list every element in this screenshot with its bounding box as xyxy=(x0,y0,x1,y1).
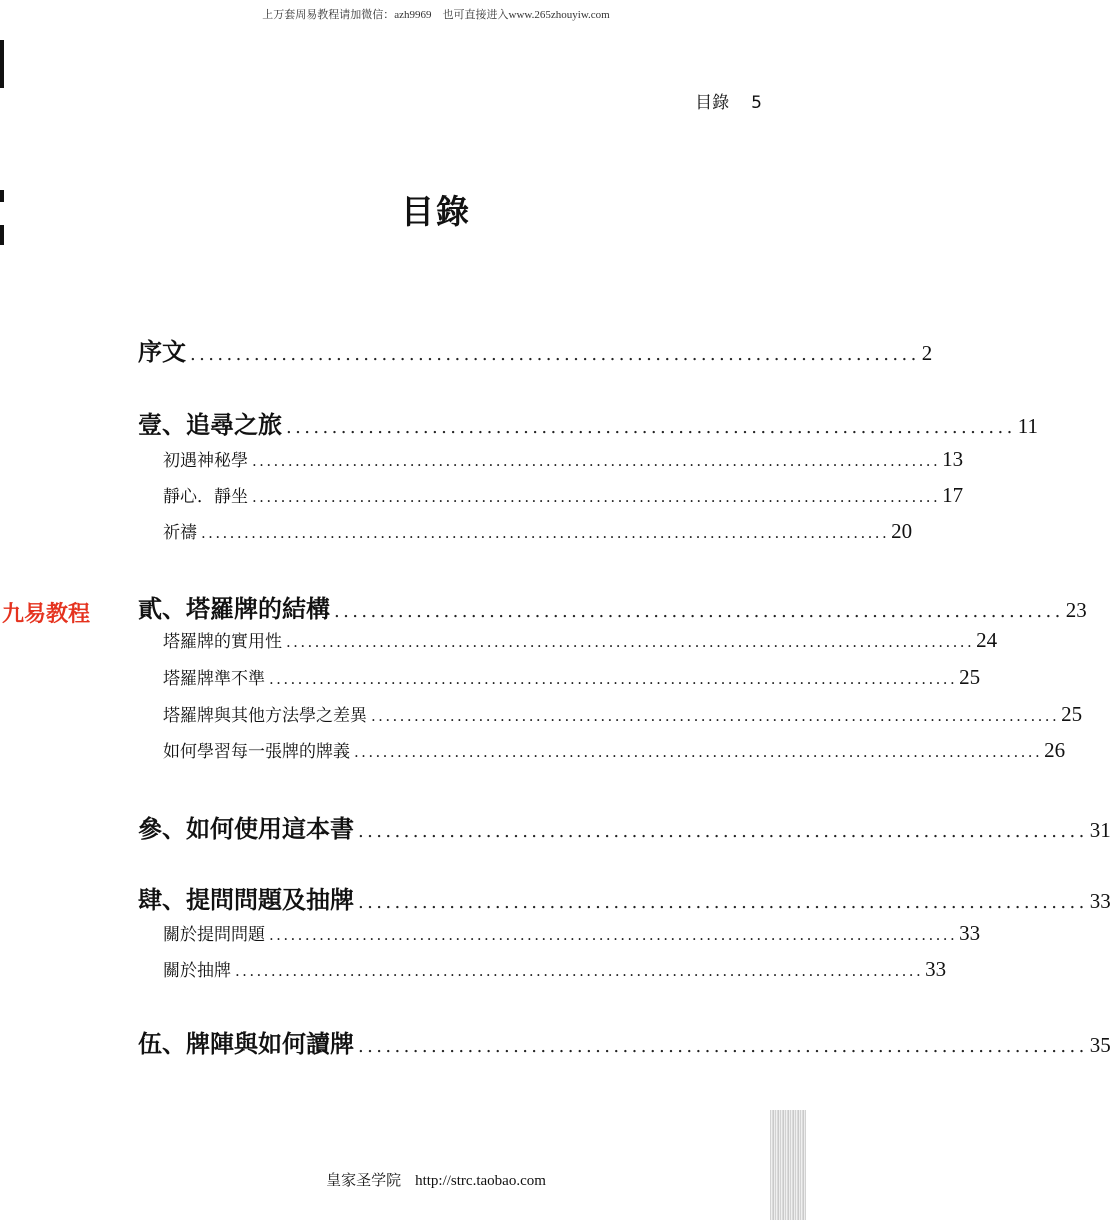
footer xyxy=(0,1169,872,1190)
running-header-page-number: 5 xyxy=(751,93,762,113)
toc-entry-label: 伍、牌陣與如何讀牌 xyxy=(138,1029,354,1058)
toc-entry[interactable] xyxy=(163,664,981,690)
running-header-title: 目錄 xyxy=(695,93,730,113)
toc-entry[interactable] xyxy=(163,627,998,653)
toc-entry-label: 如何學習每一張牌的牌義 xyxy=(163,742,350,762)
toc-entry-page: 33 xyxy=(925,957,947,981)
dot-leader: ................................................................................................ xyxy=(252,488,941,506)
toc-entry-page: 24 xyxy=(976,628,998,652)
toc-entry-label: 塔羅牌與其他方法學之差異 xyxy=(163,706,367,726)
toc-entry[interactable] xyxy=(138,405,1038,440)
side-logo-text: 九易教程 xyxy=(2,602,91,627)
dot-leader: ................................................................................ xyxy=(334,601,1064,622)
toc-entry[interactable] xyxy=(163,956,947,982)
dot-leader: ................................................................................................ xyxy=(201,524,890,542)
toc-entry-label: 靜心．靜坐 xyxy=(163,487,248,507)
toc-entry-label: 關於抽牌 xyxy=(163,961,231,981)
dot-leader: ................................................................................................ xyxy=(371,707,1060,725)
dot-leader: ................................................................................................ xyxy=(252,452,941,470)
toc-entry-page: 25 xyxy=(1061,702,1083,726)
toc-entry-label: 參、如何使用這本書 xyxy=(138,814,354,843)
dot-leader: ................................................................................ xyxy=(358,1036,1088,1057)
toc-entry-page: 33 xyxy=(1089,889,1111,913)
toc-entry-label: 塔羅牌準不準 xyxy=(163,669,265,689)
toc-entry-label: 塔羅牌的實用性 xyxy=(163,632,282,652)
toc-entry[interactable] xyxy=(138,589,1087,624)
toc-entry[interactable] xyxy=(163,518,913,544)
toc-entry[interactable] xyxy=(163,737,1066,763)
running-header xyxy=(695,88,762,113)
toc-entry-page: 25 xyxy=(959,665,981,689)
footer-url[interactable]: http://strc.taobao.com xyxy=(415,1173,546,1189)
toc-entry-page: 17 xyxy=(942,483,964,507)
toc-entry[interactable] xyxy=(138,809,1111,844)
dot-leader: ................................................................................................ xyxy=(269,926,958,944)
page-curl-shadow xyxy=(770,1110,806,1220)
toc-entry-label: 初遇神秘學 xyxy=(163,451,248,471)
dot-leader: ................................................................................................ xyxy=(286,633,975,651)
toc-entry-label: 肆、提問問題及抽牌 xyxy=(138,885,354,914)
toc-entry-label: 壹、追尋之旅 xyxy=(138,410,282,439)
toc-entry[interactable] xyxy=(163,701,1083,727)
toc-entry-page: 35 xyxy=(1089,1033,1111,1057)
toc-entry-page: 23 xyxy=(1065,598,1087,622)
scan-edge-mark xyxy=(0,40,4,88)
toc-entry[interactable] xyxy=(163,446,964,472)
toc-entry[interactable] xyxy=(163,482,964,508)
toc-entry-page: 2 xyxy=(921,341,933,365)
toc-entry-label: 序文 xyxy=(138,337,186,366)
toc-entry-label: 關於提問問題 xyxy=(163,925,265,945)
toc-entry-page: 11 xyxy=(1017,414,1038,438)
footer-publisher: 皇家圣学院 xyxy=(326,1173,402,1189)
toc-entry-label: 祈禱 xyxy=(163,523,197,543)
toc-entry-page: 33 xyxy=(959,921,981,945)
dot-leader: ................................................................................ xyxy=(286,417,1016,438)
top-watermark: 上万套周易教程请加微信：azh9969 也可直接进入www.265zhouyiw.com xyxy=(262,9,610,21)
toc-entry[interactable] xyxy=(138,880,1111,915)
toc-entry-page: 20 xyxy=(891,519,913,543)
dot-leader: ................................................................................................ xyxy=(269,670,958,688)
dot-leader: ................................................................................ xyxy=(358,892,1088,913)
toc-entry-label: 貳、塔羅牌的結構 xyxy=(138,594,330,623)
dot-leader: ................................................................................................ xyxy=(235,962,924,980)
dot-leader: ................................................................................ xyxy=(190,344,920,365)
toc-entry[interactable] xyxy=(138,332,933,367)
dot-leader: ................................................................................................ xyxy=(354,743,1043,761)
toc-entry-page: 13 xyxy=(942,447,964,471)
toc-entry-page: 26 xyxy=(1044,738,1066,762)
toc-entry[interactable] xyxy=(138,1024,1111,1059)
page-title: 目錄 xyxy=(401,192,471,231)
toc-entry[interactable] xyxy=(163,920,981,946)
toc-entry-page: 31 xyxy=(1089,818,1111,842)
dot-leader: ................................................................................ xyxy=(358,821,1088,842)
